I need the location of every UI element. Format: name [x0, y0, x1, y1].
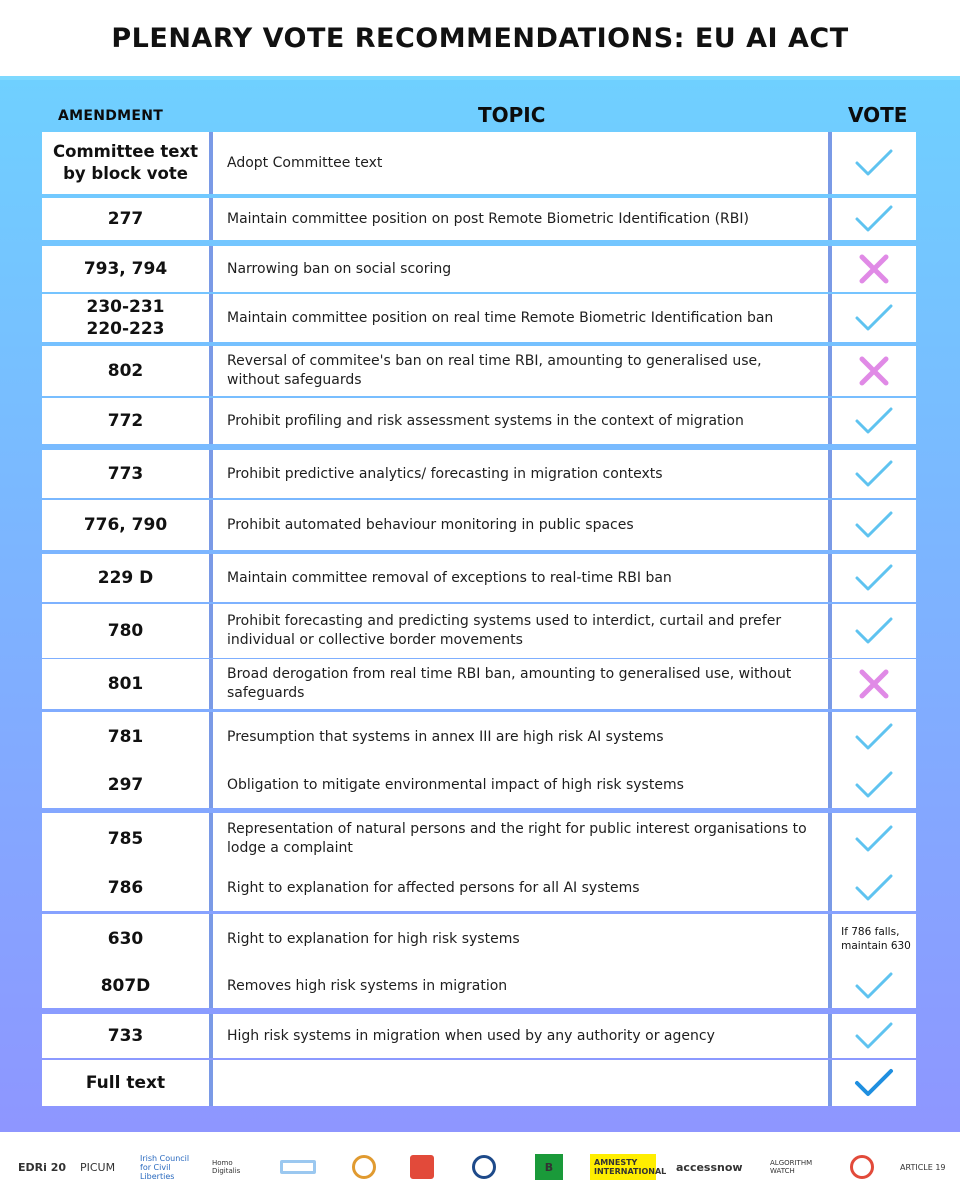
amendment-number: 230-231 220-223: [86, 297, 165, 339]
table-row: [42, 450, 916, 498]
logo-logo-6: [352, 1154, 376, 1180]
vote-cell: [832, 914, 916, 964]
header-vote: VOTE: [848, 103, 908, 127]
amendment-number: Committee text by block vote: [53, 142, 198, 183]
amendment-number: 801: [107, 674, 144, 694]
topic-text: Prohibit predictive analytics/ forecasting in migration contexts: [227, 465, 663, 482]
table-row: [42, 659, 916, 709]
table-row: [42, 712, 916, 762]
topic-text: Prohibit forecasting and predicting systems used to interdict, curtail and prefer individual or collective border movements: [227, 613, 782, 648]
topic-text: Right to explanation for affected persons for all AI systems: [227, 879, 640, 896]
table-row: [42, 346, 916, 396]
table-row: [42, 500, 916, 550]
table-row: [42, 132, 916, 194]
topic-text: [213, 1060, 828, 1106]
check-icon: [854, 770, 894, 800]
page-title: PLENARY VOTE RECOMMENDATIONS: EU AI ACT: [111, 22, 849, 54]
table-row: [42, 813, 916, 865]
vote-cell: [832, 762, 916, 808]
check-icon: [854, 148, 894, 178]
header-amendment: AMENDMENT: [58, 108, 164, 124]
vote-cell: [832, 1014, 916, 1058]
vote-cell: [832, 964, 916, 1008]
vote-cell: [832, 604, 916, 658]
check-icon: [854, 563, 894, 593]
logo-text: Homo Digitalis: [212, 1159, 241, 1175]
logo-text: PICUM: [80, 1160, 116, 1174]
amendment-number: 793, 794: [83, 259, 168, 279]
vote-cell: [832, 712, 916, 762]
logo-logo-5: [280, 1154, 316, 1180]
amendment-number: 772: [107, 411, 144, 431]
topic-text: Maintain committee removal of exceptions to real-time RBI ban: [227, 569, 672, 586]
logo-text: ARTICLE 19: [900, 1162, 946, 1172]
vote-note: If 786 falls, maintain 630: [841, 926, 911, 952]
header-topic: TOPIC: [478, 103, 546, 127]
vote-cell: [832, 132, 916, 194]
table-row: [42, 1060, 916, 1106]
vote-cell: [832, 865, 916, 911]
cross-icon: [858, 254, 890, 284]
cross-icon: [858, 669, 890, 699]
vote-cell: [832, 813, 916, 865]
logo-iccl: [140, 1154, 200, 1180]
table-row: [42, 294, 916, 342]
check-icon: [854, 1068, 894, 1098]
check-icon: [854, 406, 894, 436]
topic-text: Narrowing ban on social scoring: [227, 260, 452, 277]
logo-accessnow: [676, 1154, 743, 1180]
topic-text: Prohibit automated behaviour monitoring in public spaces: [227, 516, 634, 533]
logo-text: accessnow: [676, 1160, 743, 1174]
topic-text: Broad derogation from real time RBI ban, amounting to generalised use, without safeguards: [227, 666, 792, 701]
logo-text: B: [544, 1160, 554, 1174]
vote-cell: [832, 246, 916, 292]
vote-cell: [832, 1060, 916, 1106]
logo-algorithm-watch: [770, 1154, 818, 1180]
check-icon: [854, 722, 894, 752]
topic-text: Removes high risk systems in migration: [227, 977, 508, 994]
topic-text: Obligation to mitigate environmental impact of high risk systems: [227, 776, 684, 793]
amendment-number: 776, 790: [83, 515, 168, 535]
check-icon: [854, 510, 894, 540]
logo-logo-8: [472, 1154, 496, 1180]
amendment-number: 630: [107, 929, 144, 949]
logo-amnesty: [590, 1154, 667, 1180]
amendment-number: 786: [107, 878, 144, 898]
table-row: [42, 1014, 916, 1058]
cross-icon: [858, 356, 890, 386]
table-row: [42, 246, 916, 292]
title-bar: [0, 0, 960, 76]
amendment-number: 277: [107, 209, 144, 229]
logo-mark-icon: [352, 1155, 376, 1179]
vote-cell: [832, 659, 916, 709]
check-icon: [854, 873, 894, 903]
check-icon: [854, 303, 894, 333]
logo-text: AMNESTY INTERNATIONAL: [594, 1158, 667, 1176]
table-row: [42, 964, 916, 1008]
table-row: [42, 914, 916, 964]
check-icon: [854, 204, 894, 234]
amendment-number: 229 D: [97, 568, 154, 588]
topic-text: Right to explanation for high risk systems: [227, 930, 520, 947]
logo-article-19: [900, 1154, 946, 1180]
amendment-number: 807D: [100, 976, 151, 996]
amendment-number: 780: [107, 621, 144, 641]
amendment-number: 297: [107, 775, 144, 795]
topic-text: High risk systems in migration when used by any authority or agency: [227, 1027, 715, 1044]
vote-cell: [832, 346, 916, 396]
logo-logo-7: [410, 1154, 434, 1180]
vote-cell: [832, 398, 916, 444]
logo-logo-b: [535, 1154, 563, 1180]
amendment-number: 785: [107, 829, 144, 849]
amendment-number: 733: [107, 1026, 144, 1046]
panel-top-line: [0, 76, 960, 80]
logo-mark-icon: [850, 1155, 874, 1179]
vote-cell: [832, 450, 916, 498]
topic-text: Maintain committee position on post Remote Biometric Identification (RBI): [227, 210, 749, 227]
amendment-number: 781: [107, 727, 144, 747]
vote-cell: [832, 294, 916, 342]
vote-cell: [832, 198, 916, 240]
check-icon: [854, 616, 894, 646]
table-row: [42, 604, 916, 658]
logo-picum: [80, 1154, 115, 1180]
table-row: [42, 554, 916, 602]
vote-cell: [832, 554, 916, 602]
logo-text: EDRi 20: [18, 1160, 67, 1174]
topic-text: Adopt Committee text: [227, 154, 383, 171]
table-row: [42, 865, 916, 911]
topic-text: Representation of natural persons and the right for public interest organisations to lodge a complaint: [227, 821, 807, 856]
check-icon: [854, 971, 894, 1001]
logo-text: ALGORITHM WATCH: [770, 1159, 813, 1175]
check-icon: [854, 1021, 894, 1051]
amendment-number: 773: [107, 464, 144, 484]
logo-homo-digitalis: [212, 1154, 242, 1180]
table-row: [42, 762, 916, 808]
topic-text: Reversal of commitee's ban on real time RBI, amounting to generalised use, without safeguards: [227, 353, 762, 388]
topic-text: Presumption that systems in annex III are high risk AI systems: [227, 728, 664, 745]
amendment-number: 802: [107, 361, 144, 381]
logo-text: Irish Council for Civil Liberties: [140, 1153, 190, 1181]
logo-mark-icon: [280, 1160, 316, 1174]
logo-edri: [18, 1154, 66, 1180]
logo-mark-icon: [472, 1155, 496, 1179]
amendment-number: Full text: [85, 1073, 166, 1093]
footer-logos: [0, 1132, 960, 1200]
logo-logo-13: [850, 1154, 874, 1180]
vote-cell: [832, 500, 916, 550]
logo-mark-icon: [410, 1155, 434, 1179]
table-row: [42, 198, 916, 240]
check-icon: [854, 824, 894, 854]
topic-text: Maintain committee position on real time Remote Biometric Identification ban: [227, 309, 774, 326]
topic-text: Prohibit profiling and risk assessment systems in the context of migration: [227, 412, 744, 429]
check-icon: [854, 459, 894, 489]
table-row: [42, 398, 916, 444]
